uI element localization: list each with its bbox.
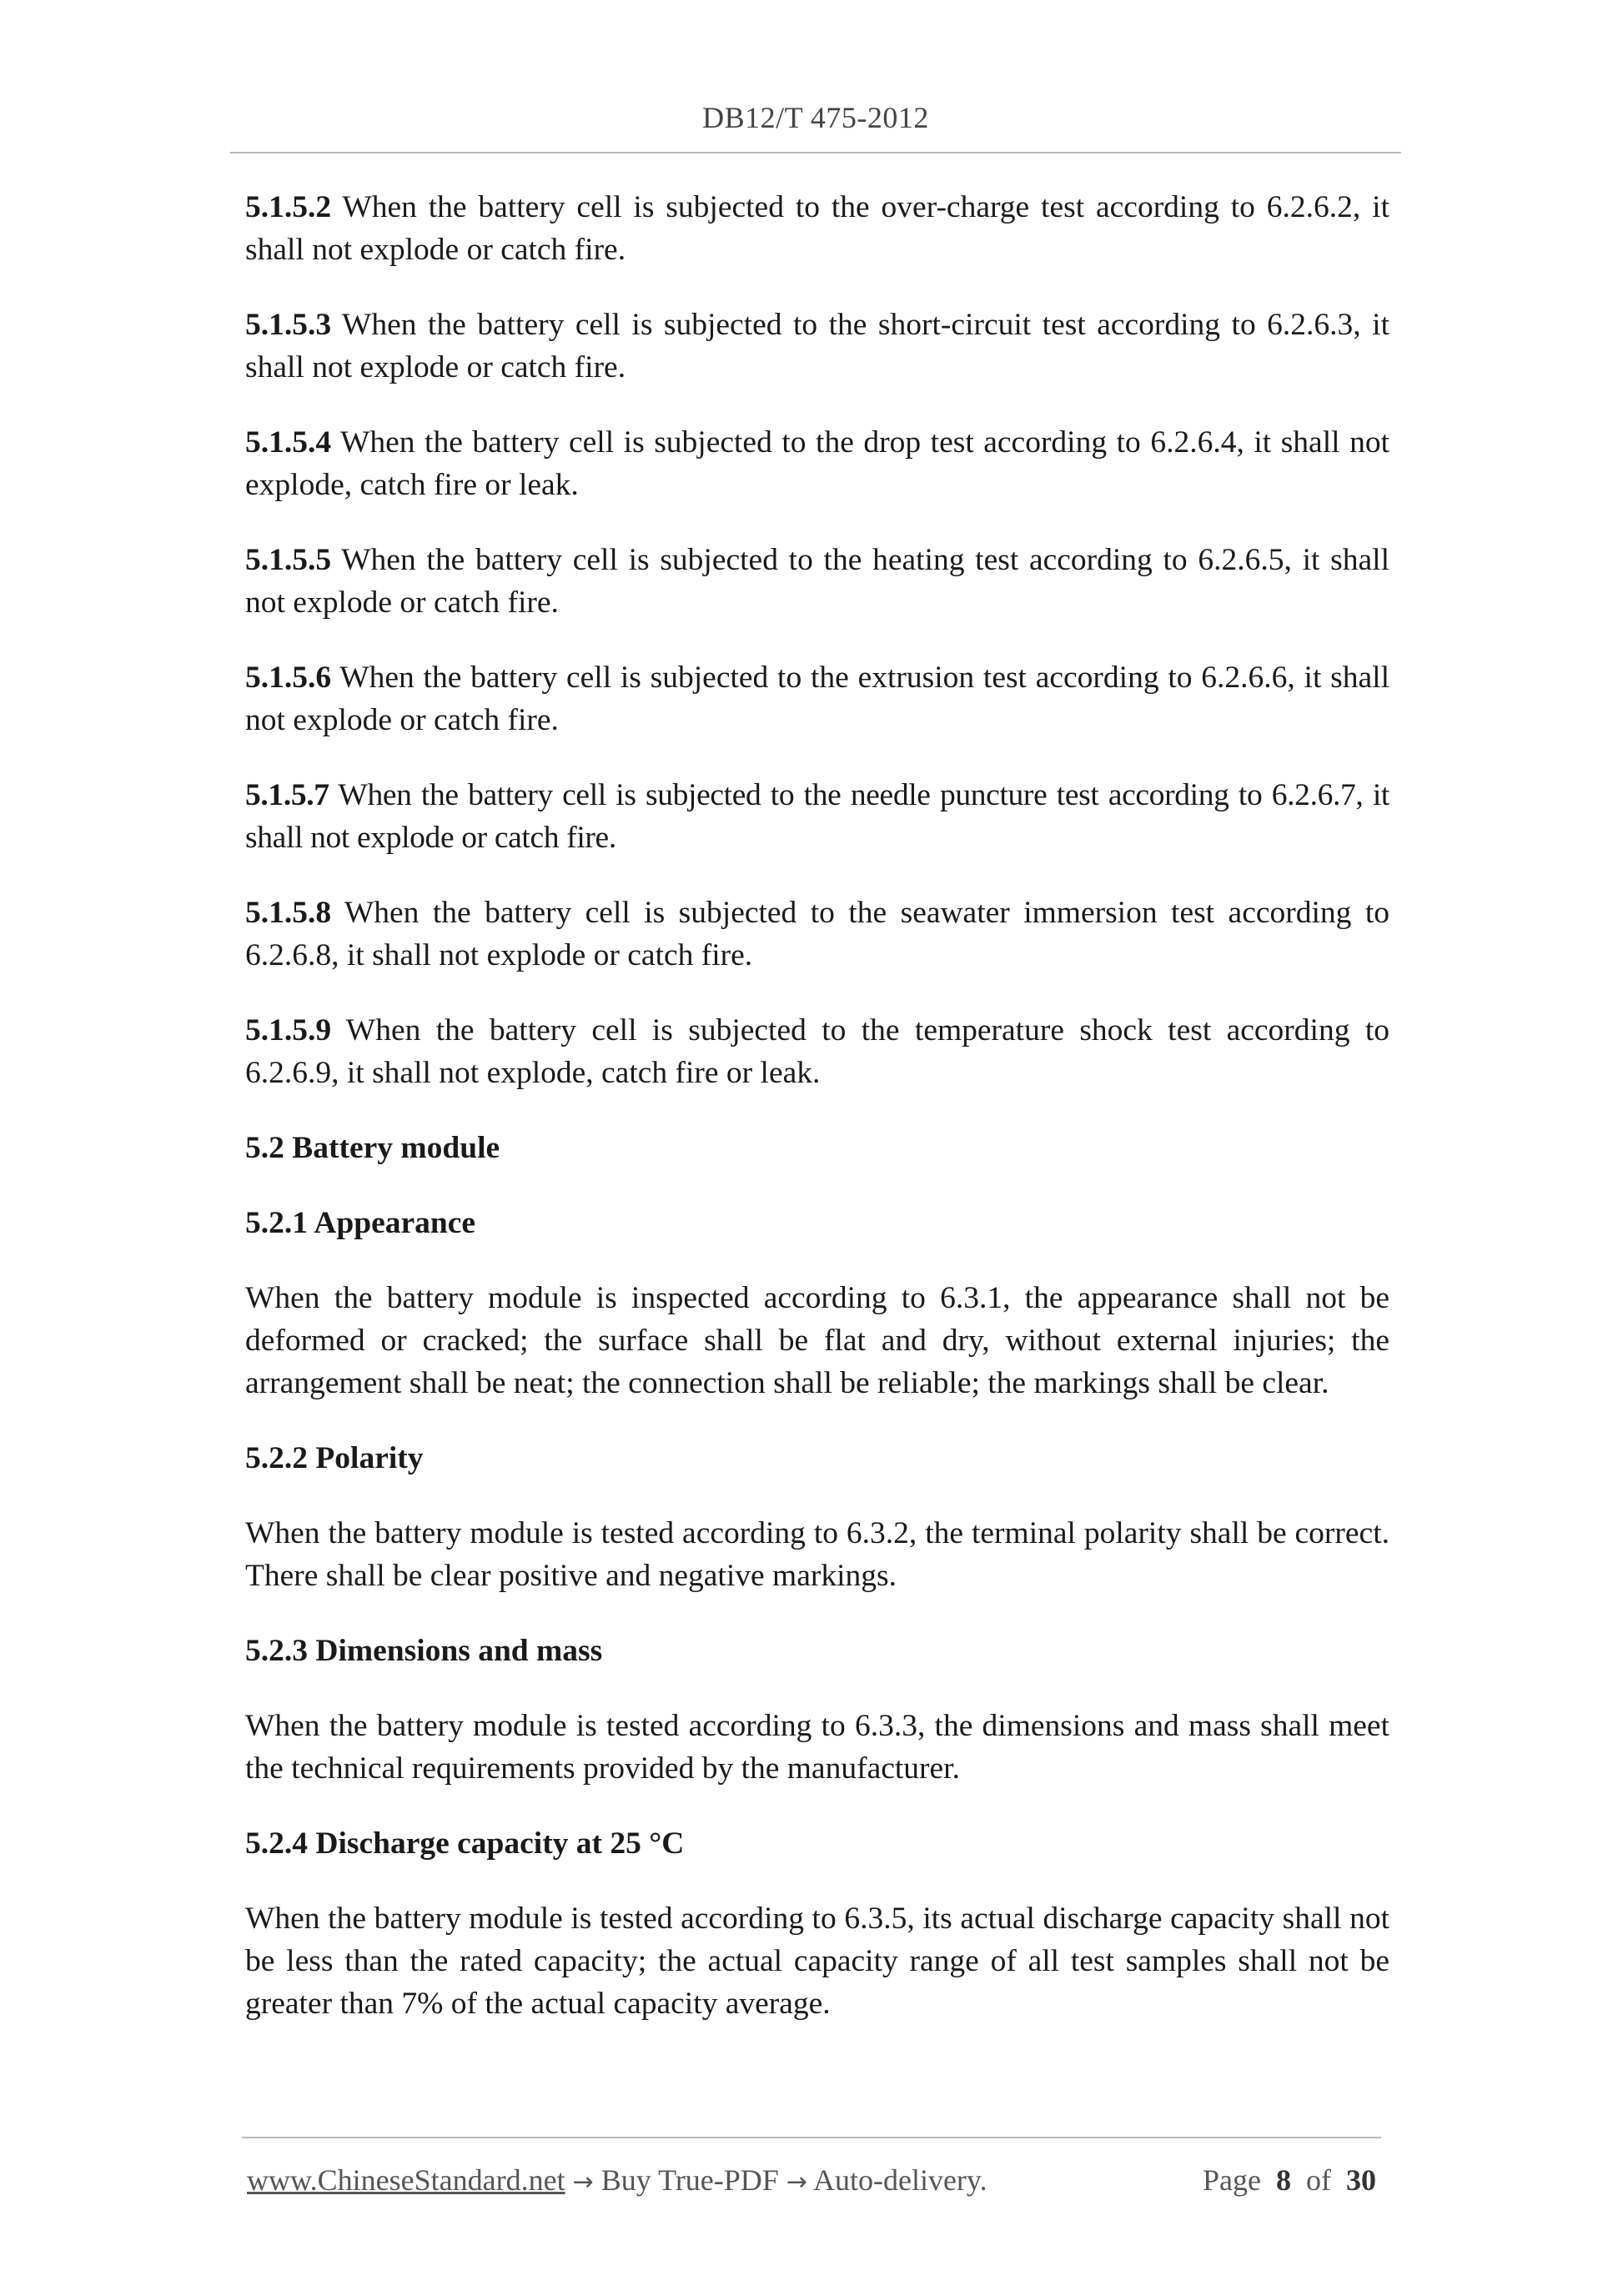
subsection-heading-dimensions-mass: 5.2.3 Dimensions and mass (245, 1634, 603, 1668)
dimensions-paragraph: When the battery module is tested according to 6.3.3, the dimensions and mass shall meet the technical requirements provided by the manufacturer. (245, 1709, 1389, 1786)
arrow-right-icon: → (786, 2168, 807, 2197)
polarity-paragraph: When the battery module is tested according to 6.3.2, the terminal polarity shall be correct. There shall be clear positive and negative markings. (245, 1516, 1389, 1593)
clause-5-1-5-3 (245, 304, 1389, 389)
page-number (1203, 2163, 1376, 2198)
clause-text: When the battery cell is subjected to the short-circuit test according to 6.2.6.3, it shall not explode or catch fire. (245, 308, 1389, 384)
subsection-heading-polarity: 5.2.2 Polarity (245, 1441, 424, 1475)
clause-text: When the battery cell is subjected to the heating test according to 6.2.6.5, it shall not explode or catch fire. (245, 543, 1389, 620)
clause-text: When the battery cell is subjected to the over-charge test according to 6.2.6.2, it shall not explode or catch fire. (245, 190, 1389, 267)
of-label: of (1306, 2163, 1331, 2197)
page-header (230, 90, 1401, 153)
clause-number: 5.1.5.2 (245, 190, 332, 224)
clause-5-1-5-7 (245, 774, 1389, 859)
buy-true-pdf-text: Buy True-PDF (593, 2163, 786, 2197)
clause-number: 5.1.5.4 (245, 425, 332, 460)
subsection-heading-appearance: 5.2.1 Appearance (245, 1206, 476, 1240)
clause-5-1-5-8 (245, 892, 1389, 977)
page-current: 8 (1276, 2163, 1291, 2197)
appearance-paragraph: When the battery module is inspected according to 6.3.1, the appearance shall not be deformed or cracked; the surface shall be flat and dry, without external injuries; the arrangement shall be neat; the connection shall be reliable; the markings shall be clear. (245, 1281, 1389, 1400)
site-link[interactable]: www.ChineseStandard.net (247, 2163, 565, 2197)
clause-5-1-5-6 (245, 656, 1389, 741)
footer-promo (247, 2163, 987, 2198)
page-label: Page (1203, 2163, 1261, 2197)
clause-5-1-5-4 (245, 421, 1389, 506)
clause-number: 5.1.5.3 (245, 308, 332, 342)
page-content (245, 186, 1389, 2057)
page-footer (242, 2137, 1381, 2203)
arrow-right-icon: → (572, 2168, 594, 2197)
clause-5-1-5-5 (245, 539, 1389, 624)
page-total: 30 (1346, 2163, 1376, 2197)
clause-number: 5.1.5.6 (245, 661, 332, 695)
discharge-paragraph: When the battery module is tested according to 6.3.5, its actual discharge capacity shall not be less than the rated capacity; the actual capacity range of all test samples shall not be greater than 7% of the actual capacity average. (245, 1902, 1389, 2021)
clause-number: 5.1.5.5 (245, 543, 332, 577)
clause-5-1-5-2 (245, 186, 1389, 271)
clause-text: When the battery cell is subjected to the extrusion test according to 6.2.6.6, it shall not explode or catch fire. (245, 661, 1389, 737)
clause-text: When the battery cell is subjected to the seawater immersion test according to 6.2.6.8, it shall not explode or catch fire. (245, 896, 1389, 972)
document-id: DB12/T 475-2012 (702, 101, 929, 134)
auto-delivery-text: Auto-delivery. (806, 2163, 987, 2197)
clause-text: When the battery cell is subjected to the needle puncture test according to 6.2.6.7, it shall not explode or catch fire. (245, 778, 1389, 855)
section-heading-battery-module: 5.2 Battery module (245, 1131, 500, 1165)
clause-text: When the battery cell is subjected to the temperature shock test according to 6.2.6.9, it shall not explode, catch fire or leak. (245, 1013, 1389, 1090)
clause-number: 5.1.5.8 (245, 896, 332, 930)
clause-text: When the battery cell is subjected to the drop test according to 6.2.6.4, it shall not explode, catch fire or leak. (245, 425, 1389, 502)
clause-number: 5.1.5.7 (245, 778, 329, 812)
clause-number: 5.1.5.9 (245, 1013, 332, 1048)
subsection-heading-discharge-capacity: 5.2.4 Discharge capacity at 25 °C (245, 1826, 685, 1861)
clause-5-1-5-9 (245, 1009, 1389, 1094)
